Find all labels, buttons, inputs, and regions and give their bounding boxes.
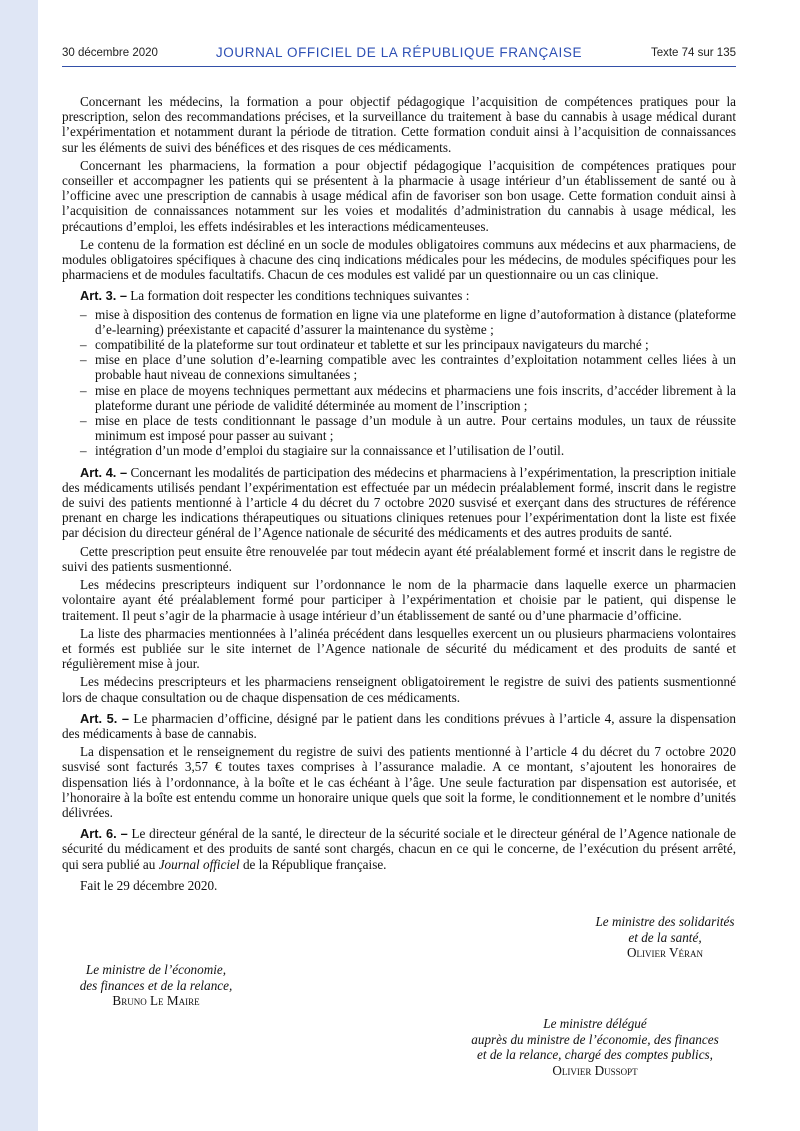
signature-title: des finances et de la relance, (79, 977, 233, 993)
signature-title: Le ministre de l’économie, (85, 962, 227, 977)
article-6-label: Art. 6. – (80, 826, 128, 842)
list-item: – compatibilité de la plateforme sur tout ordinateur et tablette et sur les principaux navigateurs du marché ; (80, 337, 649, 353)
list-item: – intégration d’un mode d’emploi du stagiaire sur la connaissance et l’utilisation de l’outil. (80, 443, 565, 459)
signature-title: auprès du ministre de l’économie, des finances (471, 1031, 719, 1047)
paragraph-pharmaciens: Concernant les pharmaciens, la formation a pour objectif pédagogique l’acquisition de compétences pratiques pour conseiller et accompagner les patients qui se présentent à la pharmacie à usage intérieur d’un établissement de santé ou à l’officine avec une prescription de cannabis à usage médical afin de favoriser son bon usage. Cette formation conduit ainsi à l’acquisition de connaissances notamment sur les voies et modalités d’administration du cannabis à usage médical, les précautions d’emploi, les effets indésirables et les interactions médicamenteuses. (62, 157, 736, 234)
article-4-paragraph-3: Les médecins prescripteurs indiquent sur l’ordonnance le nom de la pharmacie dans laquelle exerce un pharmacien volontaire ayant été préalablement formé pour participer à l’expérimentation et choisie par le patient, qui dispense le traitement. Il peut s’agir de la pharmacie à usage intérieur d’un établissement de santé ou d’une pharmacie d’officine. (62, 577, 736, 623)
dash-bullet: – (80, 306, 87, 322)
article-4-text: Concernant les modalités de participation des médecins et pharmaciens à l’expérimentation, la prescription initiale des médicaments utilisés pendant l’expérimentation est effectuée par un médecin préalablement formé, inscrit dans le registre de suivi des patients mentionné à l’article 4 du décret du 7 octobre 2020 susvisé et exerçant dans des structures de référence prenant en charge les indications thérapeutiques ou situations cliniques retenues pour l’expérimentation dont la liste est fixée par décision du directeur général de l’Agence nationale de sécurité des médicaments et des autres produits de santé. (62, 464, 737, 541)
article-5-label: Art. 5. – (80, 710, 130, 726)
dash-bullet: – (80, 337, 87, 353)
article-4 (62, 465, 736, 541)
article-5 (62, 711, 736, 741)
signature-title: Le ministre délégué (543, 1016, 647, 1031)
signatory-name: Olivier Véran (626, 945, 704, 960)
list-item: – mise en place de tests conditionnant le passage d’un module à un autre. Pour certains modules, un taux de réussite minimum est imposé pour passer au suivant ; (80, 413, 736, 444)
article-3-text: La formation doit respecter les conditions techniques suivantes : (130, 288, 470, 304)
signature-comptes-publics (440, 1016, 750, 1078)
list-item: – mise en place d’une solution d’e-learning compatible avec les contraintes d’exploitation notamment celles liées à un probable haut niveau de connexions simultanées ; (80, 352, 736, 383)
dash-bullet: – (80, 443, 87, 459)
dash-bullet: – (80, 382, 87, 398)
article-4-paragraph-5: Les médecins prescripteurs et les pharmaciens renseignent obligatoirement le registre de suivi des patients susmentionné lors de chaque consultation ou de chaque dispensation de ces médicaments. (62, 674, 736, 705)
article-3-list (62, 307, 736, 459)
signature-sante (560, 914, 770, 961)
dash-bullet: – (80, 352, 87, 368)
signature-title: Le ministre des solidarités (595, 914, 735, 929)
list-item: – mise à disposition des contenus de formation en ligne via une plateforme en ligne d’autoformation à distance (plateforme d’e-learning) préexistante et capacité d’assurer la maintenance du système ; (80, 306, 736, 337)
signature-economie (56, 962, 256, 1009)
signatory-name: Bruno Le Maire (112, 993, 200, 1008)
signature-title: et de la santé, (628, 929, 702, 945)
header-text-number: Texte 74 sur 135 (650, 47, 736, 59)
article-5-paragraph-2: La dispensation et le renseignement du registre de suivi des patients mentionné à l’article 4 du décret du 7 octobre 2020 susvisé sont facturés 3,57 € toutes taxes comprises à l’assurance maladie. A ce montant, s’ajoutent les honoraires de dispensation liés à l’ordonnance, à la boîte et le cas échéant à l’âge. Une seule facturation par dispensation est autorisée, et l’honoraire à la boîte est entendu comme un honoraire unique quels que soit la forme, le conditionnement et le nombre d’unités délivrées. (62, 744, 736, 820)
page-header (62, 44, 736, 67)
article-3 (62, 288, 736, 303)
journal-title: JOURNAL OFFICIEL DE LA RÉPUBLIQUE FRANÇAISE (215, 45, 583, 60)
article-5-text: Le pharmacien d’officine, désigné par le patient dans les conditions prévues à l’article 4, assure la dispensation des médicaments à base de cannabis. (62, 710, 736, 741)
dash-bullet: – (80, 413, 87, 429)
paragraph-medecins: Concernant les médecins, la formation a pour objectif pédagogique l’acquisition de compétences pratiques pour la prescription, selon des recommandations précises, et la surveillance du traitement à base du cannabis à usage médical durant l’expérimentation et notamment durant la période de titration. Cette formation conduit ainsi à l’acquisition de connaissances sur les éléments de suivi des bénéfices et des risques de ces médicaments. (62, 94, 736, 155)
article-4-label: Art. 4. – (80, 464, 128, 480)
signature-title: et de la relance, chargé des comptes publics, (477, 1047, 713, 1062)
signatory-name: Olivier Dussopt (552, 1062, 638, 1078)
list-item: – mise en place de moyens techniques permettant aux médecins et pharmaciens une fois inscrits, d’accéder librement à la plateforme durant une période de validité déterminée au moment de l’inscription ; (80, 382, 736, 413)
header-date: 30 décembre 2020 (62, 47, 158, 59)
article-3-label: Art. 3. – (80, 288, 127, 304)
article-4-paragraph-2: Cette prescription peut ensuite être renouvelée par tout médecin ayant été préalablement formé et inscrit dans le registre de suivi des patients susmentionné. (62, 543, 736, 574)
document-body (62, 94, 736, 896)
left-margin-band (0, 0, 38, 1131)
article-4-paragraph-4: La liste des pharmacies mentionnées à l’alinéa précédent dans lesquelles exercent un ou plusieurs pharmaciens volontaires et formés est publiée sur le site internet de l’Agence nationale de sécurité du médicament et des produits de santé et régulièrement mise à jour. (62, 625, 736, 672)
article-6: Art. 6. – Le directeur général de la santé, le directeur de la sécurité sociale et le directeur général de l’Agence nationale de sécurité du médicament et des produits de santé sont chargés, chacun en ce qui le concerne, de l’exécution du présent arrêté, qui sera publié au Journal officiel de la République française. (62, 826, 737, 872)
date-of-signature: Fait le 29 décembre 2020. (80, 877, 218, 893)
journal-officiel-italic: Journal officiel (158, 856, 240, 872)
paragraph-contenu-formation: Le contenu de la formation est décliné en un socle de modules obligatoires communs aux médecins et aux pharmaciens, de modules obligatoires spécifiques à chacune des cinq indications médicales pour les médecins, de modules spécifiques pour les pharmaciens et de modules facultatifs. Chacun de ces modules est validé par un questionnaire ou un cas clinique. (62, 236, 736, 283)
